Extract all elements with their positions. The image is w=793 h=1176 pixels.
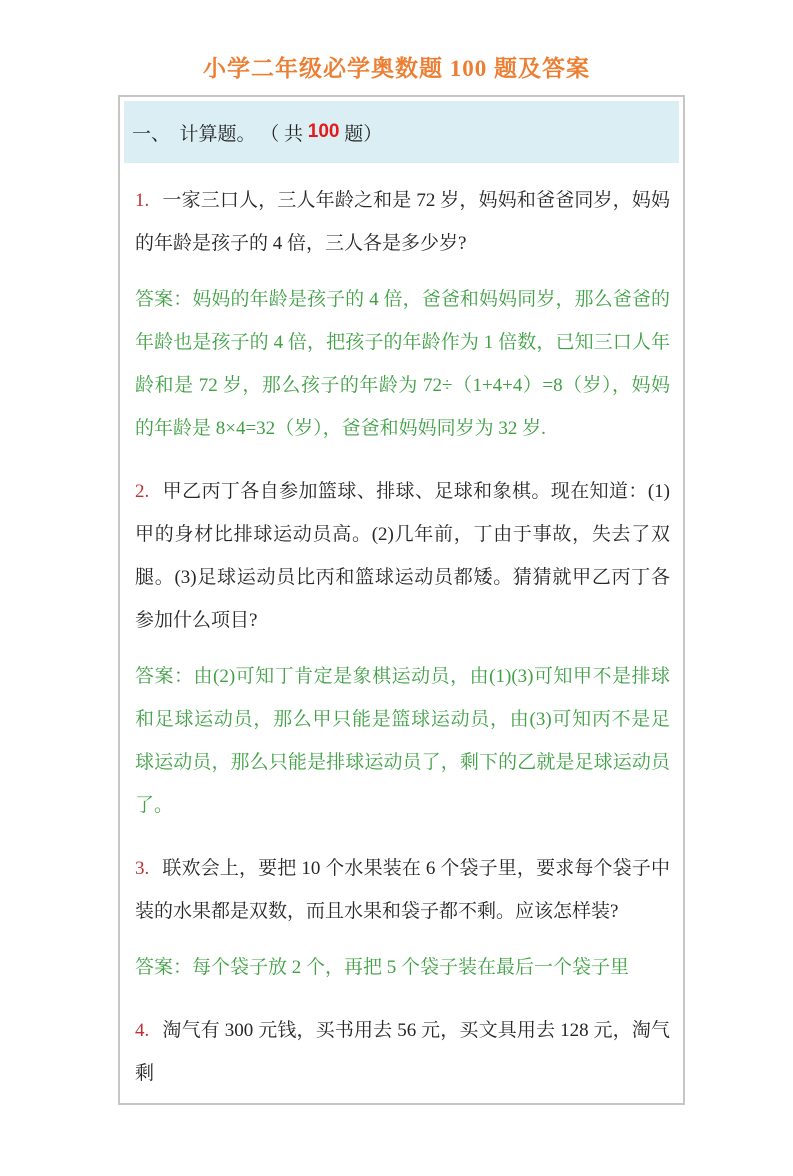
question-2-number: 2.: [135, 481, 150, 502]
question-item-2: [135, 470, 670, 642]
question-4-number: 4.: [135, 1020, 150, 1041]
page-title: 小学二年级必学奥数题 100 题及答案: [203, 56, 590, 81]
question-item-4: [135, 1009, 670, 1095]
answer-1-text: 答案：妈妈的年龄是孩子的 4 倍，爸爸和妈妈同岁，那么爸爸的年龄也是孩子的 4 倍，把孩子的年龄作为 1 倍数，已知三口人年龄和是 72 岁，那么孩子的年龄为 72÷（1+4+4）=8（岁），妈妈的年龄是 8×4=32（岁），爸爸和妈妈同岁为 32 岁.: [135, 289, 670, 439]
answer-2-text: 答案：由(2)可知丁肯定是象棋运动员，由(1)(3)可知甲不是排球和足球运动员，那么甲只能是篮球运动员，由(3)可知丙不是足球运动员，那么只能是排球运动员了，剩下的乙就是足球运动员了。: [135, 666, 670, 816]
section-header-text-before: 一、 计算题。 （ 共: [132, 123, 308, 145]
answer-3-text: 答案：每个袋子放 2 个，再把 5 个袋子装在最后一个袋子里: [135, 957, 630, 978]
content-box: [118, 95, 685, 1105]
question-3-number: 3.: [135, 858, 150, 879]
section-header: [124, 101, 679, 163]
question-1-number: 1.: [135, 190, 150, 211]
section-header-text-after: 题）: [339, 123, 383, 145]
question-item-3: [135, 847, 670, 933]
question-4-text: 淘气有 300 元钱，买书用去 56 元，买文具用去 128 元，淘气剩: [135, 1020, 670, 1084]
section-question-count: 100: [307, 121, 340, 142]
question-2-text: 甲乙丙丁各自参加篮球、排球、足球和象棋。现在知道：(1)甲的身材比排球运动员高。(2)几年前，丁由于事故，失去了双腿。(3)足球运动员比丙和篮球运动员都矮。猜猜就甲乙丙丁各参加什么项目?: [135, 481, 670, 631]
question-1-text: 一家三口人，三人年龄之和是 72 岁，妈妈和爸爸同岁，妈妈的年龄是孩子的 4 倍，三人各是多少岁?: [135, 190, 670, 254]
question-3-text: 联欢会上，要把 10 个水果装在 6 个袋子里，要求每个袋子中装的水果都是双数，而且水果和袋子都不剩。应该怎样装?: [135, 858, 670, 922]
question-item-1: [135, 179, 670, 265]
question-list: [120, 179, 683, 1095]
